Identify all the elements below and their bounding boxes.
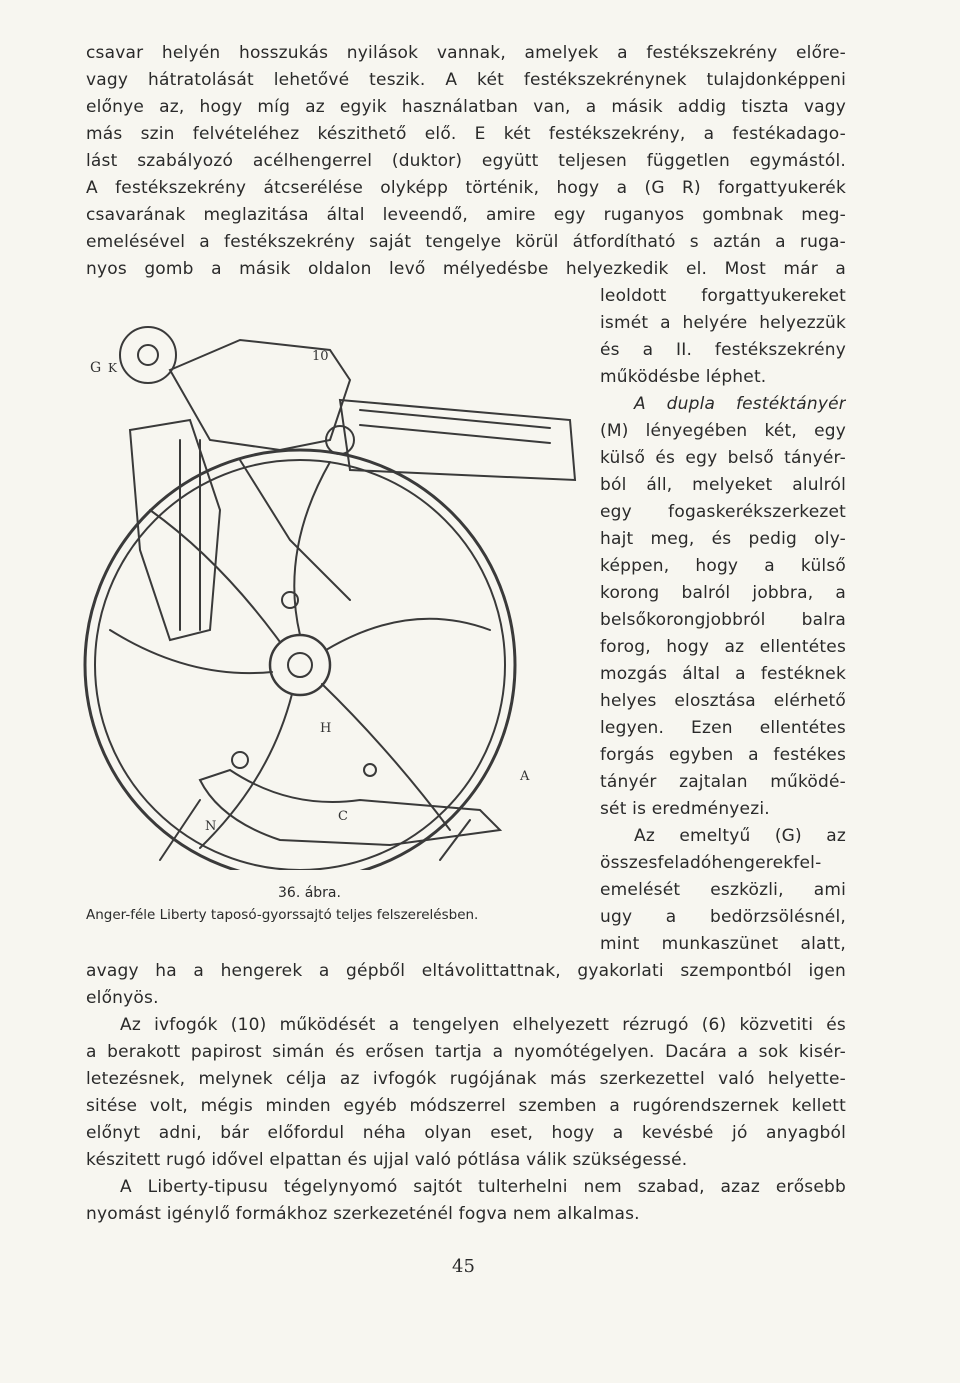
press-illustration [30, 300, 590, 870]
text-line: előnyt adni, bár előfordul néha olyan eset, hogy a kevésbé jó anyagból [86, 1123, 846, 1143]
text-line: emelésével a festékszekrény saját tengelye körül átfordítható s aztán a ruga- [86, 232, 846, 252]
right-text-line: Az emeltyű (G) az [634, 826, 846, 846]
text-line: vagy hátratolását lehetővé teszik. A két festékszekrénynek tulajdonképpeni [86, 70, 846, 90]
text-line: előnyös. [86, 988, 159, 1008]
figure-caption-number: 36. ábra. [278, 885, 341, 901]
right-text-line: hajt meg, és pedig oly- [600, 529, 846, 549]
figure-caption: Anger-féle Liberty taposó-gyorssajtó teljes felszerelésben. [86, 907, 479, 923]
right-text-line: A dupla festéktányér [634, 394, 846, 414]
text-line: sitése volt, mégis minden egyéb módszerrel szemben a rugórendszernek kellett [86, 1096, 846, 1116]
figure-label: N [205, 819, 217, 834]
right-text-line: sét is eredményezi. [600, 799, 770, 819]
right-text-line: egy fogaskerékszerkezet [600, 502, 846, 522]
right-text-line: helyes elosztása elérhető [600, 691, 846, 711]
page-number: 45 [452, 1256, 475, 1277]
text-line: a berakott papirost simán és erősen tartja a nyomótégelyen. Dacára a sok kisér- [86, 1042, 846, 1062]
right-text-line: leoldott forgattyukereket [600, 286, 846, 306]
text-line: csavarának meglazitása által leveendő, amire egy ruganyos gombnak meg- [86, 205, 846, 225]
text-line: letezésnek, melynek célja az ivfogók rugójának más szerkezettel való helyette- [86, 1069, 846, 1089]
right-text-line: képpen, hogy a külső [600, 556, 846, 576]
text-line: előnye az, hogy míg az egyik használatban van, a másik addig tiszta vagy [86, 97, 846, 117]
right-text-line: (M) lényegében két, egy [600, 421, 846, 441]
right-text-line: működésbe léphet. [600, 367, 767, 387]
text-line: A Liberty-tipusu tégelynyomó sajtót tulterhelni nem szabad, azaz erősebb [120, 1177, 846, 1197]
right-text-line: ismét a helyére helyezzük [600, 313, 846, 333]
right-text-line: belsőkorongjobbról balra [600, 610, 846, 630]
text-line: nyos gomb a másik oldalon levő mélyedésbe helyezkedik el. Most már a [86, 259, 846, 279]
right-text-line: összesfeladóhengerekfel- [600, 853, 822, 873]
right-text-line: és a II. festékszekrény [600, 340, 846, 360]
text-line: Az ivfogók (10) működését a tengelyen elhelyezett rézrugó (6) közvetiti és [120, 1015, 846, 1035]
figure-label: K [108, 361, 117, 375]
text-line: avagy ha a hengerek a gépből eltávolittattnak, gyakorlati szempontból igen [86, 961, 846, 981]
right-text-line: külső és egy belső tányér- [600, 448, 846, 468]
text-line: nyomást igénylő formákhoz szerkezeténél fogva nem alkalmas. [86, 1204, 640, 1224]
right-text-line: forog, hogy az ellentétes [600, 637, 846, 657]
text-line: más szin felvételéhez készithető elő. E két festékszekrény, a festékadago- [86, 124, 846, 144]
right-text-line: mint munkaszünet alatt, [600, 934, 846, 954]
right-text-line: forgás egyben a festékes [600, 745, 846, 765]
right-text-line: korong balról jobbra, a [600, 583, 846, 603]
right-text-line: emelését eszközli, ami [600, 880, 846, 900]
figure-label: 10 [312, 349, 329, 364]
right-text-line: legyen. Ezen ellentétes [600, 718, 846, 738]
right-text-line: tányér zajtalan működé- [600, 772, 846, 792]
right-text-line: mozgás által a festéknek [600, 664, 846, 684]
figure-label: A [520, 769, 530, 784]
figure-label: G [90, 360, 102, 376]
text-line: lást szabályozó acélhengerrel (duktor) együtt teljesen független egymástól. [86, 151, 846, 171]
text-line: készitett rugó idővel elpattan és ujjal való pótlása válik szükségessé. [86, 1150, 688, 1170]
text-line: A festékszekrény átcserélése olyképp történik, hogy a (G R) forgattyukerék [86, 178, 846, 198]
text-line: csavar helyén hosszukás nyilások vannak, amelyek a festékszekrény előre- [86, 43, 846, 63]
figure-label: C [338, 809, 348, 824]
right-text-line: ugy a bedörzsölésnél, [600, 907, 846, 927]
figure-label: H [320, 721, 332, 736]
right-text-line: ból áll, melyeket alulról [600, 475, 846, 495]
